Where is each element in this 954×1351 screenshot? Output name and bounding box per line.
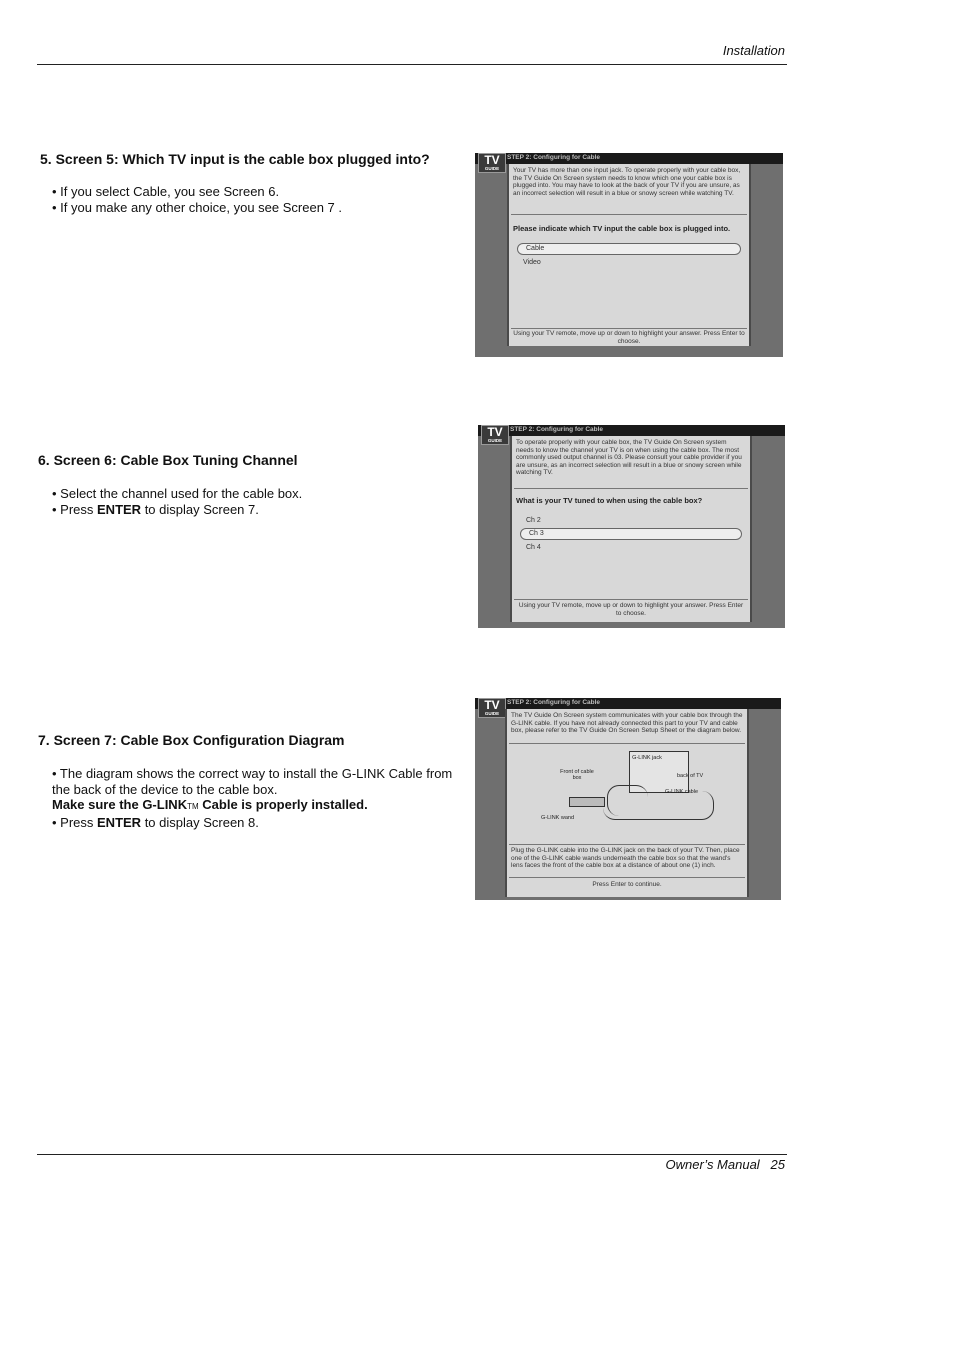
bullet: • The diagram shows the correct way to install the G-LINK Cable from the back of the device to the cable box. [52, 766, 453, 797]
screen-intro: Your TV has more than one input jack. To operate properly with your cable box, the TV Guide On Screen system needs to know which one your cable box is plugged into. You may have to look at the back of your TV if you are unsure, as an incorrect selection will result in a blue or snowy screen while watching TV. [513, 167, 741, 197]
section-6-title: 6. Screen 6: Cable Box Tuning Channel [38, 452, 298, 468]
screen-6-image [478, 425, 785, 628]
divider [514, 488, 748, 489]
bullet: • Press ENTER to display Screen 8. [52, 814, 259, 830]
screen-panel [510, 436, 752, 622]
front-of-cable-box-label: Front of cable box [560, 769, 594, 781]
g-link-jack-label: G-LINK jack [632, 755, 662, 761]
header-rule [37, 64, 787, 65]
tv-guide-logo: TV GUIDE [481, 425, 509, 445]
screen-question: What is your TV tuned to when using the cable box? [516, 496, 703, 505]
screen-help: Plug the G-LINK cable into the G-LINK jack on the back of your TV. Then, place one of the G-LINK cable wands underneath the cable box so that the wand's lens faces the front of the cable box at a distance of about one (1) inch. [511, 847, 740, 869]
section-5-title: 5. Screen 5: Which TV input is the cable box plugged into? [40, 151, 430, 167]
option-ch4[interactable]: Ch 4 [526, 544, 541, 551]
section-7-bullets [52, 766, 454, 830]
screen-5-image [475, 153, 783, 357]
header-section-label: Installation [722, 43, 785, 58]
screen-question: Please indicate which TV input the cable box is plugged into. [513, 224, 731, 233]
screen-intro: To operate properly with your cable box, the TV Guide On Screen system needs to know the channel your TV is on when using the cable box. The most commonly used output channel is 03. Please consult your cable provider if you are unsure, as an incorrect selection will result in a blue or snowy screen while watching TV. [516, 439, 742, 476]
bullet: • Press ENTER to display Screen 7. [52, 501, 259, 517]
divider [511, 214, 747, 215]
divider [509, 877, 745, 878]
screen-help: Using your TV remote, move up or down to highlight your answer. Press Enter to choose. [513, 330, 745, 345]
divider [514, 599, 748, 600]
option-video[interactable]: Video [523, 259, 541, 266]
screen-7-image [475, 698, 781, 900]
option-ch3[interactable]: Ch 3 [520, 528, 742, 540]
g-link-cable-label: G-LINK cable [665, 789, 699, 795]
screen-intro: The TV Guide On Screen system communicates with your cable box through the G-LINK cable. If you have not already connected this part to your TV and cable box, please refer to the TV Guide On Screen Setup Sheet or the diagram below. [511, 712, 743, 734]
section-6-bullets [52, 486, 452, 517]
bullet: • If you make any other choice, you see Screen 7 . [52, 199, 342, 215]
option-ch2[interactable]: Ch 2 [526, 517, 541, 524]
section-5-bullets [52, 184, 452, 215]
screen-panel [505, 709, 749, 897]
screen-step-title: STEP 2: Configuring for Cable [507, 154, 601, 161]
cable-box-drawing [569, 797, 605, 807]
screen-footer: Press Enter to continue. [592, 881, 662, 888]
screen-help: Using your TV remote, move up or down to highlight your answer. Press Enter to choose. [518, 602, 744, 617]
cable-loop [607, 785, 648, 816]
bullet: • Select the channel used for the cable box. [52, 486, 303, 501]
screen-step-title: STEP 2: Configuring for Cable [507, 699, 601, 706]
bullet: • If you select Cable, you see Screen 6. [52, 184, 280, 199]
option-cable[interactable]: Cable [517, 243, 741, 255]
divider [511, 328, 747, 329]
footer-label: Owner’s Manual 25 [665, 1157, 785, 1172]
bullet: Make sure the G-LINKTM Cable is properly installed. [52, 797, 368, 812]
cable-diagram [507, 745, 747, 845]
screen-step-title: STEP 2: Configuring for Cable [510, 426, 604, 433]
screen-panel [507, 164, 751, 346]
back-of-tv-label: back of TV [677, 773, 704, 779]
divider [509, 743, 745, 744]
tv-guide-logo: TV GUIDE [478, 698, 506, 718]
g-link-wand-label: G-LINK wand [541, 815, 575, 821]
divider [509, 844, 745, 845]
section-7-title: 7. Screen 7: Cable Box Configuration Diagram [38, 732, 345, 748]
footer-rule [37, 1154, 787, 1155]
tv-guide-logo: TV GUIDE [478, 153, 506, 173]
